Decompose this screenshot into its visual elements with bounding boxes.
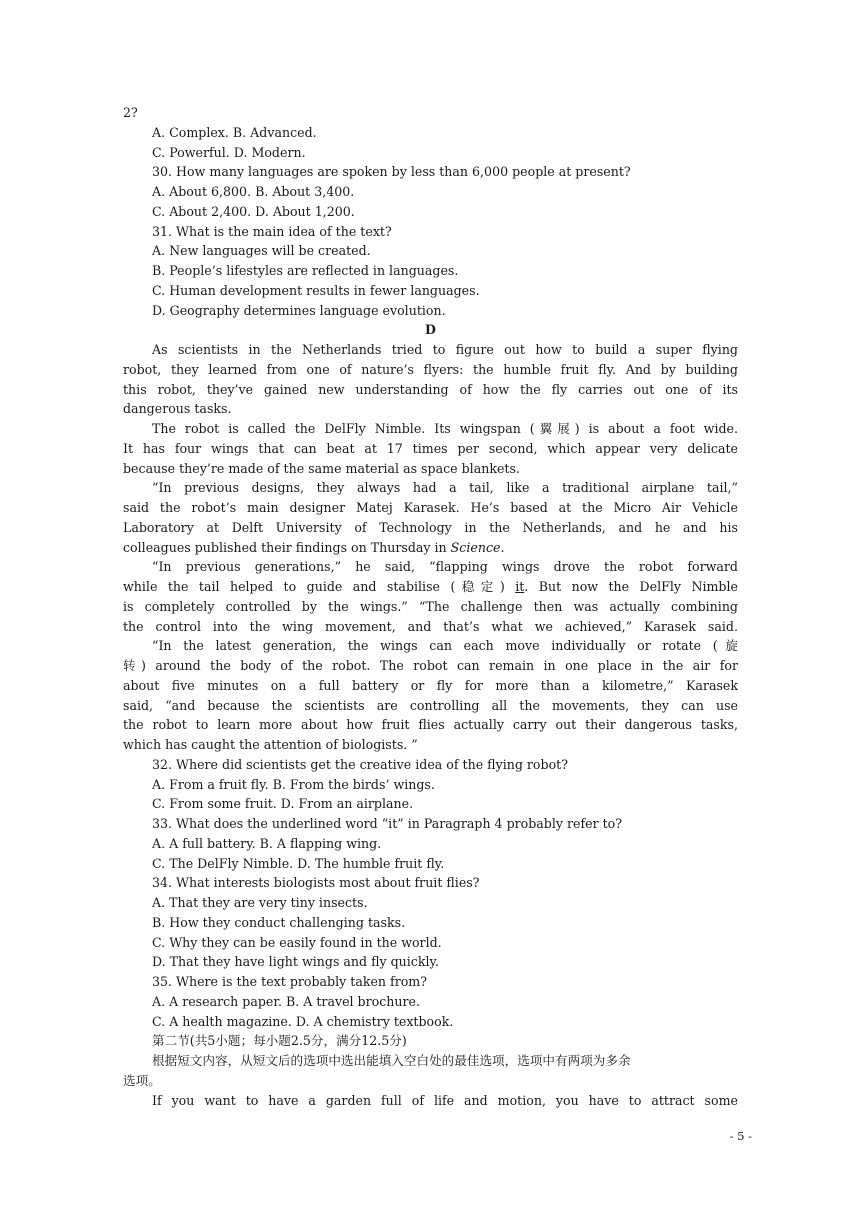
journal-name: Science (450, 539, 501, 555)
underlined-word-it: it (515, 579, 525, 594)
question-33: 33. What does the underlined word “it” in Paragraph 4 probably refer to? (152, 816, 623, 831)
passage-line: said the robot’s main designer Matej Karasek. He’s based at the Micro Air Vehicle (123, 500, 738, 515)
passage-line: because they’re made of the same material as space blankets. (123, 460, 520, 476)
passage-line: It has four wings that can beat at 17 times per second, which appear very delicate (123, 440, 738, 456)
passage-line: If you want to have a garden full of life and motion, you have to attract some (152, 1092, 738, 1108)
question-35: 35. Where is the text probably taken from? (152, 974, 427, 989)
instructions-line: 选项。 (123, 1072, 161, 1088)
option-line: A. From a fruit fly. B. From the birds’ wings. (152, 776, 435, 792)
passage-line: which has caught the attention of biologists. ” (123, 737, 418, 752)
option-line: C. A health magazine. D. A chemistry textbook. (152, 1013, 454, 1029)
option-line: C. Why they can be easily found in the world. (152, 934, 442, 950)
passage-line: this robot, they’ve gained new understanding of how the fly carries out one of its (123, 381, 738, 397)
passage-line: Laboratory at Delft University of Technology in the Netherlands, and he and his (123, 519, 738, 535)
option-line: A. New languages will be created. (152, 243, 371, 259)
option-line: C. About 2,400. D. About 1,200. (152, 203, 355, 219)
option-line: D. Geography determines language evolution. (152, 302, 446, 318)
question-32: 32. Where did scientists get the creative idea of the flying robot? (152, 756, 568, 772)
page-number: - 5 - (729, 1129, 752, 1143)
text-line: 2? (123, 105, 138, 120)
passage-line: dangerous tasks. (123, 401, 232, 417)
passage-line (123, 538, 738, 558)
option-line: D. That they have light wings and fly quickly. (152, 954, 439, 970)
option-line: C. The DelFly Nimble. D. The humble fruit fly. (152, 855, 445, 871)
option-line: A. Complex. B. Advanced. (152, 124, 317, 140)
option-line: C. From some fruit. D. From an airplane. (152, 796, 414, 812)
question-31: 31. What is the main idea of the text? (152, 223, 392, 239)
page-content (123, 103, 738, 1110)
passage-text: while the tail helped to guide and stabilise (稳定) (123, 579, 516, 594)
option-line: A. About 6,800. B. About 3,400. (152, 184, 355, 199)
passage-line: “In the latest generation, the wings can each move individually or rotate (旋 (152, 638, 738, 654)
section-two-heading: 第二节(共5小题；每小题2.5分，满分12.5分) (152, 1033, 407, 1049)
passage-text: . But now the DelFly Nimble (524, 579, 738, 594)
question-34: 34. What interests biologists most about fruit flies? (152, 875, 480, 891)
passage-line: about five minutes on a full battery or fly for more than a kilometre,” Karasek (123, 677, 738, 693)
option-line: C. Powerful. D. Modern. (152, 144, 306, 160)
passage-line: “In previous designs, they always had a tail, like a traditional airplane tail,” (152, 480, 738, 496)
passage-line: said, “and because the scientists are controlling all the movements, they can use (123, 697, 738, 713)
option-line: C. Human development results in fewer languages. (152, 282, 480, 298)
section-heading-d: D (425, 322, 436, 338)
option-line: A. A full battery. B. A flapping wing. (152, 835, 382, 851)
passage-line: robot, they learned from one of nature’s flyers: the humble fruit fly. And by building (123, 361, 738, 377)
passage-line: the robot to learn more about how fruit flies actually carry out their dangerous tasks, (123, 717, 738, 733)
option-line: A. A research paper. B. A travel brochure. (152, 993, 420, 1009)
passage-line: The robot is called the DelFly Nimble. Its wingspan (翼展) is about a foot wide. (152, 421, 738, 436)
passage-line: “In previous generations,” he said, “flapping wings drove the robot forward (152, 559, 738, 575)
option-line: B. How they conduct challenging tasks. (152, 914, 406, 930)
option-line: A. That they are very tiny insects. (152, 895, 368, 910)
passage-text: . (500, 539, 505, 555)
question-30: 30. How many languages are spoken by less than 6,000 people at present? (152, 164, 631, 180)
instructions-line: 根据短文内容，从短文后的选项中选出能填入空白处的最佳选项，选项中有两项为多余 (152, 1053, 631, 1068)
passage-line: As scientists in the Netherlands tried to figure out how to build a super flying (152, 342, 738, 357)
passage-line: the control into the wing movement, and that’s what we achieved,” Karasek said. (123, 618, 738, 634)
passage-text: colleagues published their findings on Thursday in (123, 539, 451, 555)
passage-line: is completely controlled by the wings.” “The challenge then was actually combining (123, 598, 738, 614)
option-line: B. People’s lifestyles are reflected in languages. (152, 263, 459, 278)
passage-line (123, 577, 738, 597)
passage-line: 转) around the body of the robot. The robot can remain in one place in the air for (123, 658, 738, 673)
